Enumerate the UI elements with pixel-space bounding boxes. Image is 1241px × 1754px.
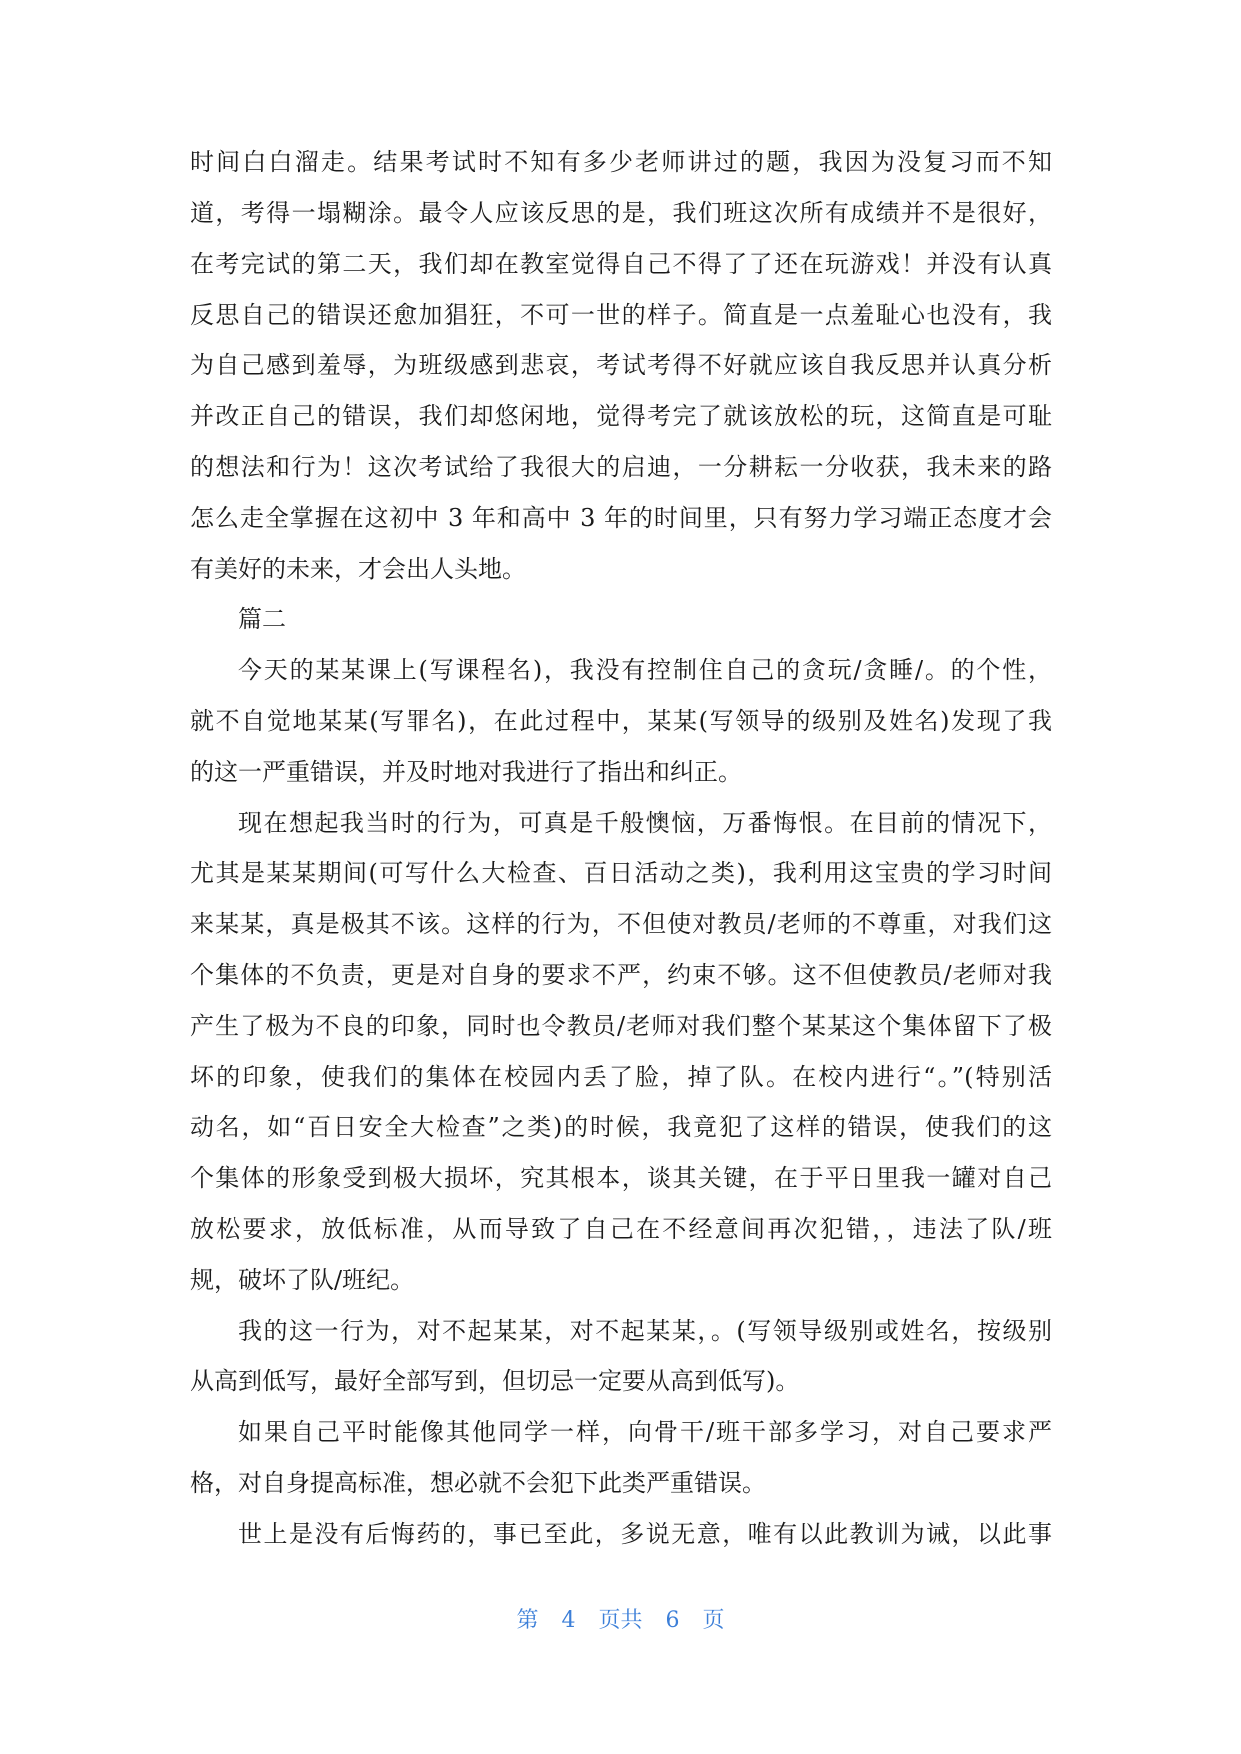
- footer-middle: 页共: [598, 1608, 643, 1633]
- text-line: 个集体的不负责，更是对自身的要求不严，约束不够。这不但使教员/老师对我: [190, 961, 1052, 989]
- text-line: 道，考得一塌糊涂。最令人应该反思的是，我们班这次所有成绩并不是很好，: [190, 199, 1052, 227]
- text-line: 为自己感到羞辱，为班级感到悲哀，考试考得不好就应该自我反思并认真分析: [190, 351, 1052, 379]
- text-line: 放松要求，放低标准，从而导致了自己在不经意间再次犯错，，违法了队/班: [190, 1215, 1052, 1243]
- footer-total-pages: 6: [665, 1608, 680, 1633]
- text-line: 的这一严重错误，并及时地对我进行了指出和纠正。: [190, 758, 742, 786]
- text-line: 在考完试的第二天，我们却在教室觉得自己不得了了还在玩游戏！并没有认真: [190, 250, 1052, 278]
- footer-current-page: 4: [561, 1608, 576, 1633]
- text-line: 现在想起我当时的行为，可真是千般懊恼，万番悔恨。在目前的情况下，: [238, 809, 1052, 837]
- text-line: 的想法和行为！这次考试给了我很大的启迪，一分耕耘一分收获，我未来的路: [190, 453, 1052, 481]
- text-line: 世上是没有后悔药的，事已至此，多说无意，唯有以此教训为诫，以此事: [238, 1520, 1052, 1548]
- text-line: 就不自觉地某某(写罪名)，在此过程中，某某(写领导的级别及姓名)发现了我: [190, 707, 1052, 735]
- text-line: 产生了极为不良的印象，同时也令教员/老师对我们整个某某这个集体留下了极: [190, 1012, 1052, 1040]
- text-line: 有美好的未来，才会出人头地。: [190, 555, 526, 583]
- text-line: 格，对自身提高标准，想必就不会犯下此类严重错误。: [190, 1469, 766, 1497]
- text-line: 怎么走全掌握在这初中 3 年和高中 3 年的时间里，只有努力学习端正态度才会: [190, 504, 1052, 532]
- text-line: 如果自己平时能像其他同学一样，向骨干/班干部多学习，对自己要求严: [238, 1418, 1052, 1446]
- page-footer: [0, 1601, 1241, 1641]
- text-line: 从高到低写，最好全部写到，但切忌一定要从高到低写)。: [190, 1367, 800, 1395]
- footer-prefix: 第: [516, 1608, 539, 1633]
- text-line: 坏的印象，使我们的集体在校园内丢了脸，掉了队。在校内进行“。”(特别活: [190, 1063, 1052, 1091]
- text-line: 个集体的形象受到极大损坏，究其根本，谈其关键，在于平日里我一罐对自己: [190, 1164, 1052, 1192]
- text-line: 今天的某某课上(写课程名)，我没有控制住自己的贪玩/贪睡/。的个性，: [238, 656, 1052, 684]
- text-line: 来某某，真是极其不该。这样的行为，不但使对教员/老师的不尊重，对我们这: [190, 910, 1052, 938]
- text-line: 并改正自己的错误，我们却悠闲地，觉得考完了就该放松的玩，这简直是可耻: [190, 402, 1052, 430]
- text-line: 动名，如“百日安全大检查”之类)的时候，我竟犯了这样的错误，使我们的这: [190, 1113, 1052, 1141]
- footer-suffix: 页: [702, 1608, 725, 1633]
- text-line: 尤其是某某期间(可写什么大检查、百日活动之类)，我利用这宝贵的学习时间: [190, 859, 1052, 887]
- text-line: 反思自己的错误还愈加猖狂，不可一世的样子。简直是一点羞耻心也没有，我: [190, 301, 1052, 329]
- text-line: 时间白白溜走。结果考试时不知有多少老师讲过的题，我因为没复习而不知: [190, 148, 1052, 176]
- section-heading: 篇二: [238, 605, 286, 633]
- text-line: 我的这一行为，对不起某某，对不起某某，。(写领导级别或姓名，按级别: [238, 1317, 1052, 1345]
- text-line: 规，破坏了队/班纪。: [190, 1266, 415, 1294]
